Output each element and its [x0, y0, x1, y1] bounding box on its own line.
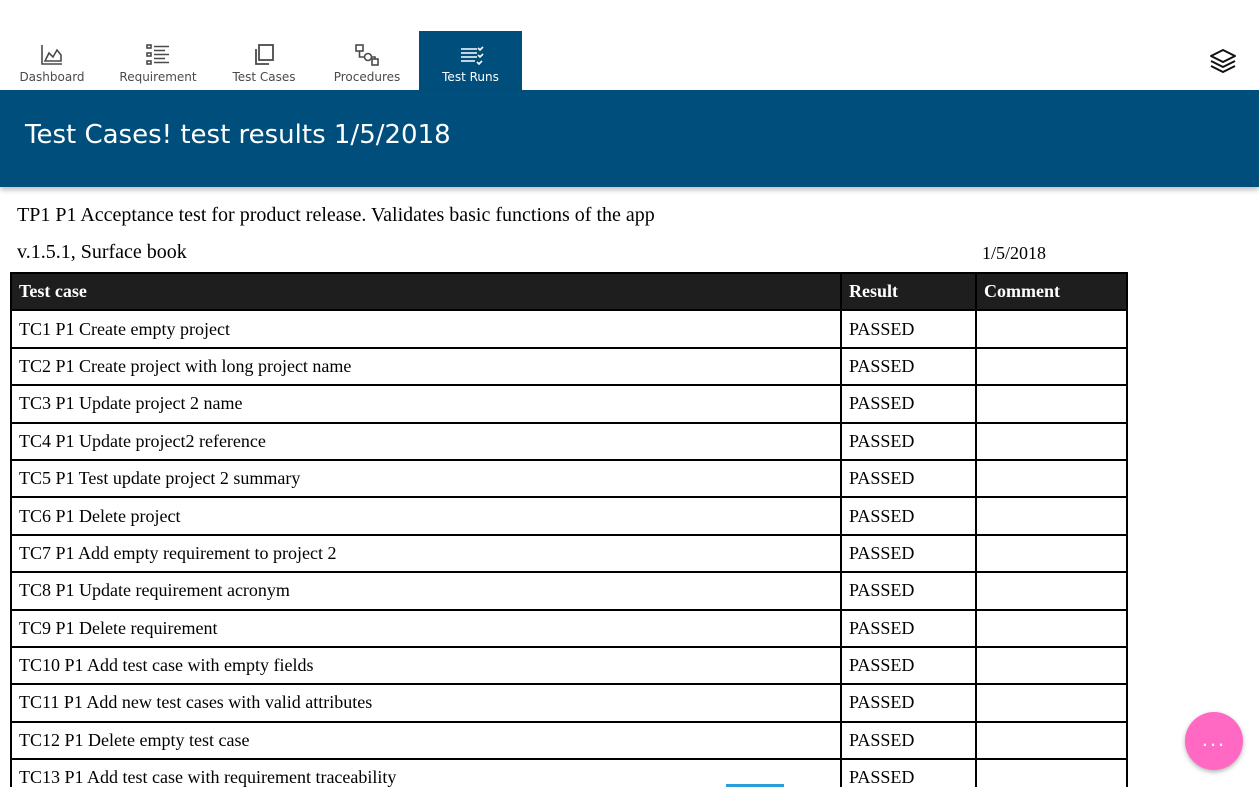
table-row	[11, 535, 1127, 572]
tab-dashboard[interactable]	[12, 31, 92, 90]
test-case-cell: TC2 P1 Create project with long project name	[11, 348, 841, 385]
result-cell: PASSED	[841, 647, 976, 684]
column-header-test-case: Test case	[11, 273, 841, 310]
dashboard-chart-icon	[39, 43, 65, 67]
result-cell: PASSED	[841, 684, 976, 721]
test-case-cell: TC11 P1 Add new test cases with valid attributes	[11, 684, 841, 721]
column-header-comment: Comment	[976, 273, 1127, 310]
comment-cell	[976, 610, 1127, 647]
test-case-cell: TC7 P1 Add empty requirement to project 2	[11, 535, 841, 572]
table-row	[11, 460, 1127, 497]
result-cell: PASSED	[841, 310, 976, 347]
result-cell: PASSED	[841, 460, 976, 497]
results-table	[10, 272, 1128, 787]
test-case-cell: TC6 P1 Delete project	[11, 497, 841, 534]
table-row	[11, 497, 1127, 534]
page-title: Test Cases! test results 1/5/2018	[25, 120, 451, 150]
table-row	[11, 759, 1127, 787]
tab-test-cases[interactable]	[225, 31, 303, 90]
result-cell: PASSED	[841, 759, 976, 787]
comment-cell	[976, 423, 1127, 460]
test-case-cell: TC13 P1 Add test case with requirement traceability	[11, 759, 841, 787]
comment-cell	[976, 572, 1127, 609]
test-report-document	[0, 187, 1259, 787]
tab-requirement[interactable]	[113, 31, 203, 90]
tab-test-cases-label: Test Cases	[232, 70, 296, 84]
tab-procedures[interactable]	[326, 31, 408, 90]
result-cell: PASSED	[841, 722, 976, 759]
table-row	[11, 722, 1127, 759]
table-row	[11, 348, 1127, 385]
result-cell: PASSED	[841, 610, 976, 647]
result-cell: PASSED	[841, 535, 976, 572]
comment-cell	[976, 759, 1127, 787]
comment-cell	[976, 497, 1127, 534]
column-header-result: Result	[841, 273, 976, 310]
test-case-cell: TC3 P1 Update project 2 name	[11, 385, 841, 422]
comment-cell	[976, 722, 1127, 759]
comment-cell	[976, 535, 1127, 572]
version-info: v.1.5.1, Surface book	[17, 241, 187, 263]
page-header	[0, 90, 1259, 187]
tab-test-runs[interactable]	[419, 31, 522, 90]
tab-requirement-label: Requirement	[119, 70, 197, 84]
top-nav	[0, 0, 1259, 90]
comment-cell	[976, 348, 1127, 385]
test-case-cell: TC5 P1 Test update project 2 summary	[11, 460, 841, 497]
result-cell: PASSED	[841, 572, 976, 609]
table-row	[11, 610, 1127, 647]
table-row	[11, 684, 1127, 721]
comment-cell	[976, 385, 1127, 422]
table-row	[11, 310, 1127, 347]
list-icon	[145, 43, 171, 67]
test-case-cell: TC8 P1 Update requirement acronym	[11, 572, 841, 609]
result-cell: PASSED	[841, 497, 976, 534]
table-row	[11, 385, 1127, 422]
result-cell: PASSED	[841, 423, 976, 460]
table-row	[11, 423, 1127, 460]
table-row	[11, 572, 1127, 609]
table-header-row	[11, 273, 1127, 310]
comment-cell	[976, 460, 1127, 497]
test-plan-description: TP1 P1 Acceptance test for product release. Validates basic functions of the app	[17, 204, 655, 226]
comment-cell	[976, 647, 1127, 684]
comment-cell	[976, 310, 1127, 347]
tab-dashboard-label: Dashboard	[19, 70, 85, 84]
result-cell: PASSED	[841, 385, 976, 422]
flow-icon	[354, 43, 380, 67]
copy-icon	[251, 43, 277, 67]
test-case-cell: TC12 P1 Delete empty test case	[11, 722, 841, 759]
test-case-cell: TC9 P1 Delete requirement	[11, 610, 841, 647]
test-case-cell: TC4 P1 Update project2 reference	[11, 423, 841, 460]
layers-icon[interactable]	[1208, 47, 1238, 75]
test-case-cell: TC1 P1 Create empty project	[11, 310, 841, 347]
tab-test-runs-label: Test Runs	[442, 70, 499, 84]
test-runs-list-icon	[458, 43, 484, 67]
comment-cell	[976, 684, 1127, 721]
report-date: 1/5/2018	[982, 243, 1047, 263]
result-cell: PASSED	[841, 348, 976, 385]
table-row	[11, 647, 1127, 684]
more-options-button[interactable]: ...	[1185, 712, 1243, 770]
test-case-cell: TC10 P1 Add test case with empty fields	[11, 647, 841, 684]
tab-procedures-label: Procedures	[333, 70, 401, 84]
